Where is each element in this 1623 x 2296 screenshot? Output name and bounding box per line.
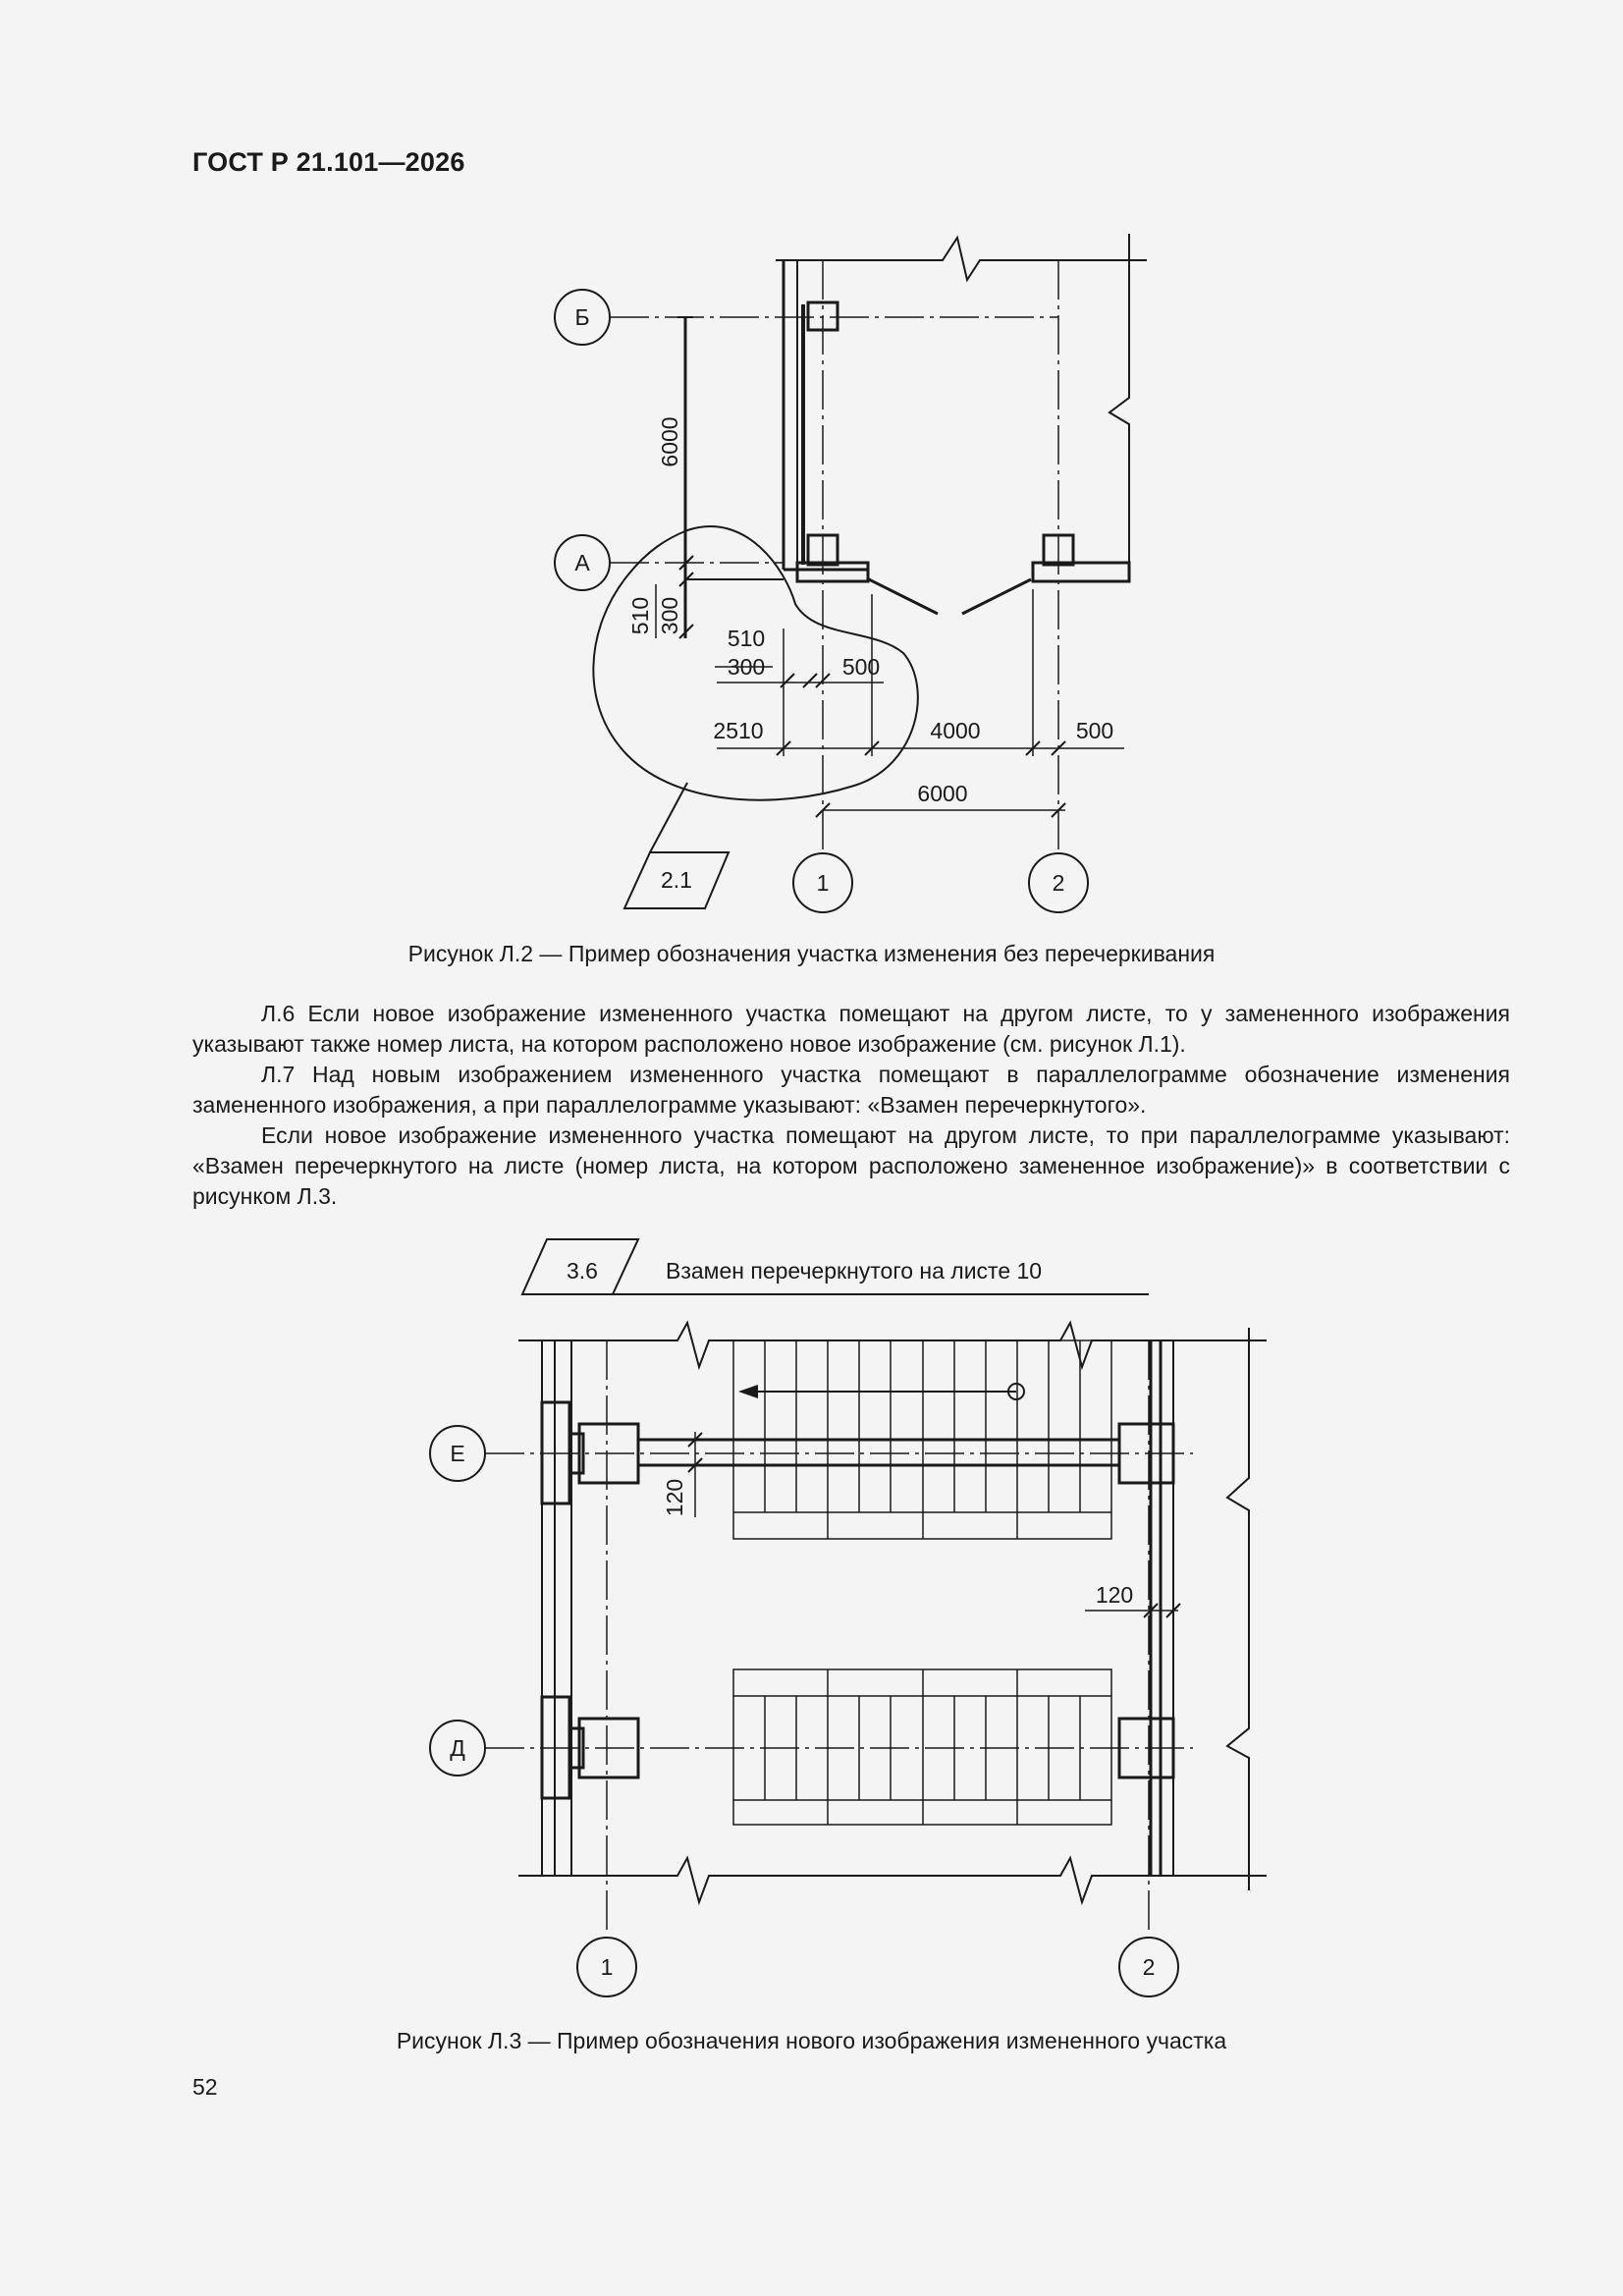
dim-300-horizontal: 300 <box>727 654 766 680</box>
dim-120-horizontal: 120 <box>1095 1582 1134 1608</box>
document-code-header: ГОСТ Р 21.101—2026 <box>192 147 465 177</box>
dim-300-vertical: 300 <box>657 596 682 635</box>
axis-e-label: Е <box>450 1441 465 1466</box>
figure-l3-caption: Рисунок Л.3 — Пример обозначения нового изображения измененного участка <box>396 2028 1227 2053</box>
dim-6000-horizontal: 6000 <box>917 781 968 806</box>
figure-l2-caption: Рисунок Л.2 — Пример обозначения участка изменения без перечеркивания <box>407 941 1216 966</box>
paragraph-l6: Л.6 Если новое изображение измененного участка помещают на другом листе, то у замененного изображения указывают также номер листа, на котором расположено новое изображение (см. рисунок Л.1). <box>192 1001 1510 1057</box>
replacement-note: Взамен перечеркнутого на листе 10 <box>666 1258 1043 1284</box>
dim-510-vertical: 510 <box>627 596 653 635</box>
paragraph-l7: Л.7 Над новым изображением измененного участка помещают в параллелограмме обозначение изменения замененного изображения, а при параллелограмме указывают: «Взамен перечеркнутого». <box>192 1062 1510 1118</box>
axis-d-label: Д <box>450 1735 465 1761</box>
dim-510-horizontal: 510 <box>727 626 766 651</box>
axis-2-label: 2 <box>1052 870 1065 896</box>
dim-500-b: 500 <box>1075 718 1114 743</box>
axis-b-label: Б <box>574 304 590 330</box>
change-mark-3-6: 3.6 <box>567 1258 598 1284</box>
axis-2-label-fig3: 2 <box>1142 1954 1156 1980</box>
paragraph-l7-continued: Если новое изображение измененного участка помещают на другом листе, то при параллелограмме указывают: «Взамен перечеркнутого на листе (номер листа, на котором расположено замененное изображение)» в соответствии с рисунком Л.3. <box>192 1122 1510 1209</box>
axis-1-label-fig3: 1 <box>600 1954 614 1980</box>
dim-2510: 2510 <box>713 718 764 743</box>
dim-120-vertical: 120 <box>662 1478 687 1517</box>
change-mark-2-1: 2.1 <box>661 867 692 893</box>
page-number: 52 <box>192 2074 218 2100</box>
dim-6000-vertical: 6000 <box>657 416 682 467</box>
axis-1-label: 1 <box>816 870 830 896</box>
dim-500-a: 500 <box>841 654 881 680</box>
dim-4000: 4000 <box>930 718 981 743</box>
axis-a-label: А <box>574 550 590 575</box>
